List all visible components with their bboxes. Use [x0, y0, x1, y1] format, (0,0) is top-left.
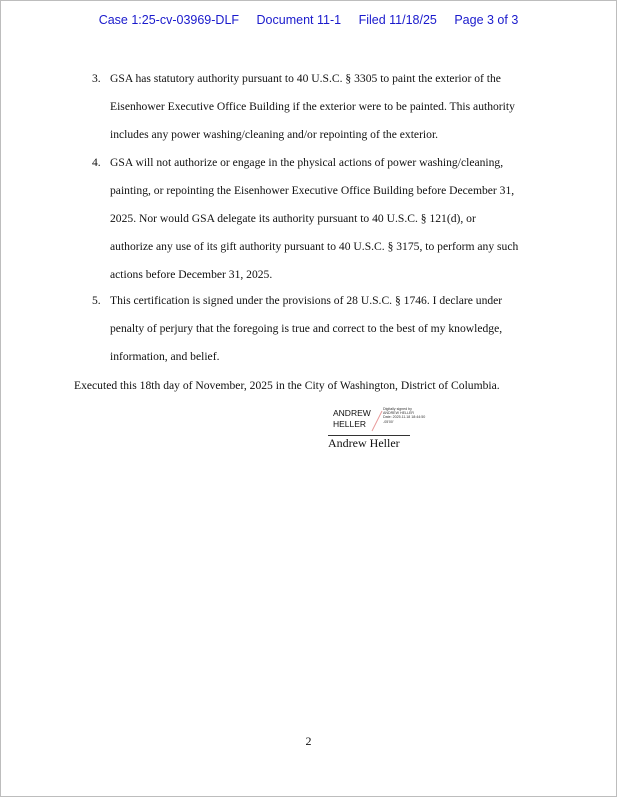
filed-date: Filed 11/18/25 [358, 13, 437, 27]
case-number: Case 1:25-cv-03969-DLF [98, 13, 240, 27]
paragraph-line: actions before December 31, 2025. [110, 268, 273, 281]
paragraph-line: authorize any use of its gift authority pursuant to 40 U.S.C. § 3175, to perform any such [110, 240, 519, 253]
item-number: 3. [92, 72, 101, 85]
signature-name: ANDREW HELLER [333, 408, 371, 429]
document-number: Document 11-1 [256, 13, 342, 27]
page-number: 2 [305, 734, 312, 748]
filing-header [1, 13, 616, 27]
paragraph-line: penalty of perjury that the foregoing is true and correct to the best of my knowledge, [110, 322, 503, 335]
numbered-paragraph [110, 149, 540, 289]
paragraph-line: 2025. Nor would GSA delegate its authority pursuant to 40 U.S.C. § 121(d), or [110, 212, 476, 225]
paragraph-line: GSA has statutory authority pursuant to 40 U.S.C. § 3305 to paint the exterior of the [110, 72, 501, 85]
numbered-paragraph [110, 287, 540, 371]
paragraph-line: Eisenhower Executive Office Building if the exterior were to be painted. This authority [110, 100, 515, 113]
paragraph-line: painting, or repointing the Eisenhower Executive Office Building before December 31, [110, 184, 515, 197]
paragraph-line: information, and belief. [110, 350, 220, 363]
paragraph-line: includes any power washing/cleaning and/or repointing of the exterior. [110, 128, 439, 141]
signer-name: Andrew Heller [328, 436, 400, 450]
signature-mark-icon [370, 409, 384, 433]
numbered-paragraph [110, 65, 540, 149]
paragraph-line: GSA will not authorize or engage in the physical actions of power washing/cleaning, [110, 156, 504, 169]
page-indicator: Page 3 of 3 [454, 13, 519, 27]
paragraph-line: This certification is signed under the provisions of 28 U.S.C. § 1746. I declare under [110, 294, 503, 307]
item-number: 4. [92, 156, 101, 169]
digital-signature [328, 405, 426, 436]
execution-statement: Executed this 18th day of November, 2025 in the City of Washington, District of Columbia. [74, 379, 500, 392]
signature-metadata: Digitally signed by ANDREW HELLER Date: 2025.11.18 18:44:50 -05'00' [383, 407, 426, 424]
item-number: 5. [92, 294, 101, 307]
